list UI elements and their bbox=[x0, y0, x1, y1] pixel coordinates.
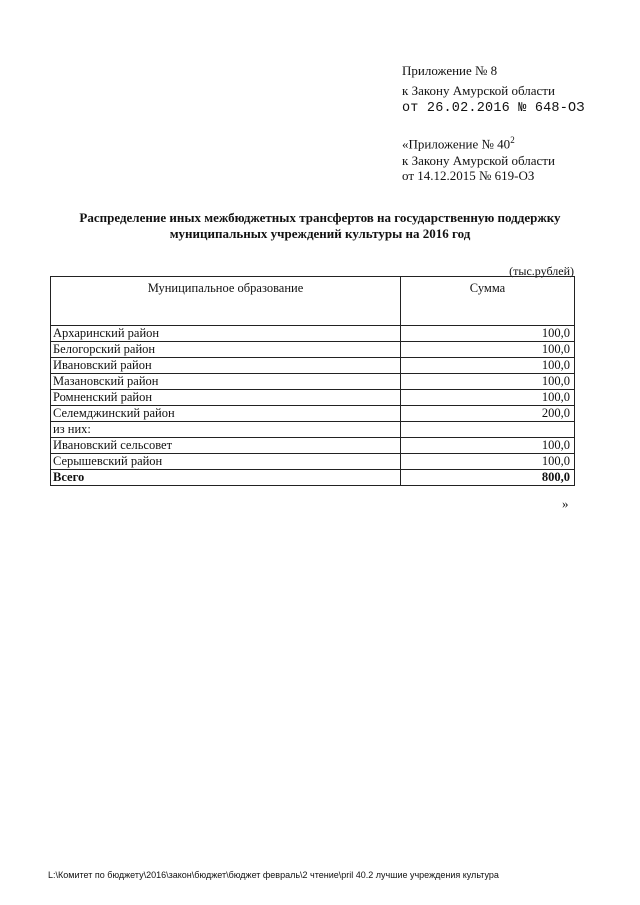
column-header-amount: Сумма bbox=[401, 277, 575, 326]
original-appendix-date-number: от 14.12.2015 № 619-ОЗ bbox=[402, 168, 535, 183]
table-total-row bbox=[51, 470, 575, 486]
table-row bbox=[51, 326, 575, 342]
amount-cell: 200,0 bbox=[401, 406, 575, 422]
table-header-row bbox=[51, 277, 575, 326]
table-row bbox=[51, 454, 575, 470]
municipality-cell: Ромненский район bbox=[51, 390, 401, 406]
amount-cell: 100,0 bbox=[401, 390, 575, 406]
municipality-cell: из них: bbox=[51, 422, 401, 438]
municipality-cell: Ивановский сельсовет bbox=[51, 438, 401, 454]
table-row bbox=[51, 374, 575, 390]
original-appendix-superscript: 2 bbox=[510, 135, 515, 145]
original-appendix-label bbox=[402, 136, 515, 150]
appendix-date-number: от 26.02.2016 № 648-ОЗ bbox=[402, 101, 585, 116]
original-appendix-law: к Закону Амурской области bbox=[402, 153, 555, 168]
total-label-cell: Всего bbox=[51, 470, 401, 486]
closing-quote: » bbox=[562, 496, 569, 511]
amount-cell: 100,0 bbox=[401, 438, 575, 454]
table-row bbox=[51, 406, 575, 422]
table-row bbox=[51, 342, 575, 358]
table-row bbox=[51, 438, 575, 454]
amount-cell bbox=[401, 422, 575, 438]
total-amount-cell: 800,0 bbox=[401, 470, 575, 486]
document-title-line2: муниципальных учреждений культуры на 2016 год bbox=[169, 226, 471, 241]
column-header-municipality: Муниципальное образование bbox=[51, 277, 401, 326]
table-row bbox=[51, 358, 575, 374]
municipality-cell: Селемджинский район bbox=[51, 406, 401, 422]
amount-cell: 100,0 bbox=[401, 454, 575, 470]
municipality-cell: Мазановский район bbox=[51, 374, 401, 390]
document-title bbox=[40, 210, 600, 242]
units-label: (тыс.рублей) bbox=[509, 264, 574, 278]
amount-cell: 100,0 bbox=[401, 326, 575, 342]
table-row bbox=[51, 390, 575, 406]
appendix-law: к Закону Амурской области bbox=[402, 83, 555, 98]
document-title-line1: Распределение иных межбюджетных трансфертов на государственную поддержку bbox=[79, 210, 561, 225]
municipality-cell: Серышевский район bbox=[51, 454, 401, 470]
transfers-table bbox=[50, 276, 575, 486]
amount-cell: 100,0 bbox=[401, 358, 575, 374]
appendix-label: Приложение № 8 bbox=[402, 63, 498, 78]
file-path-footer: L:\Комитет по бюджету\2016\закон\бюджет\бюджет февраль\2 чтение\pril 40.2 лучшие учреждения культура bbox=[48, 870, 499, 880]
original-appendix-prefix: «Приложение № 40 bbox=[402, 136, 511, 152]
amount-cell: 100,0 bbox=[401, 342, 575, 358]
municipality-cell: Ивановский район bbox=[51, 358, 401, 374]
municipality-cell: Белогорский район bbox=[51, 342, 401, 358]
municipality-cell: Архаринский район bbox=[51, 326, 401, 342]
table-row bbox=[51, 422, 575, 438]
amount-cell: 100,0 bbox=[401, 374, 575, 390]
